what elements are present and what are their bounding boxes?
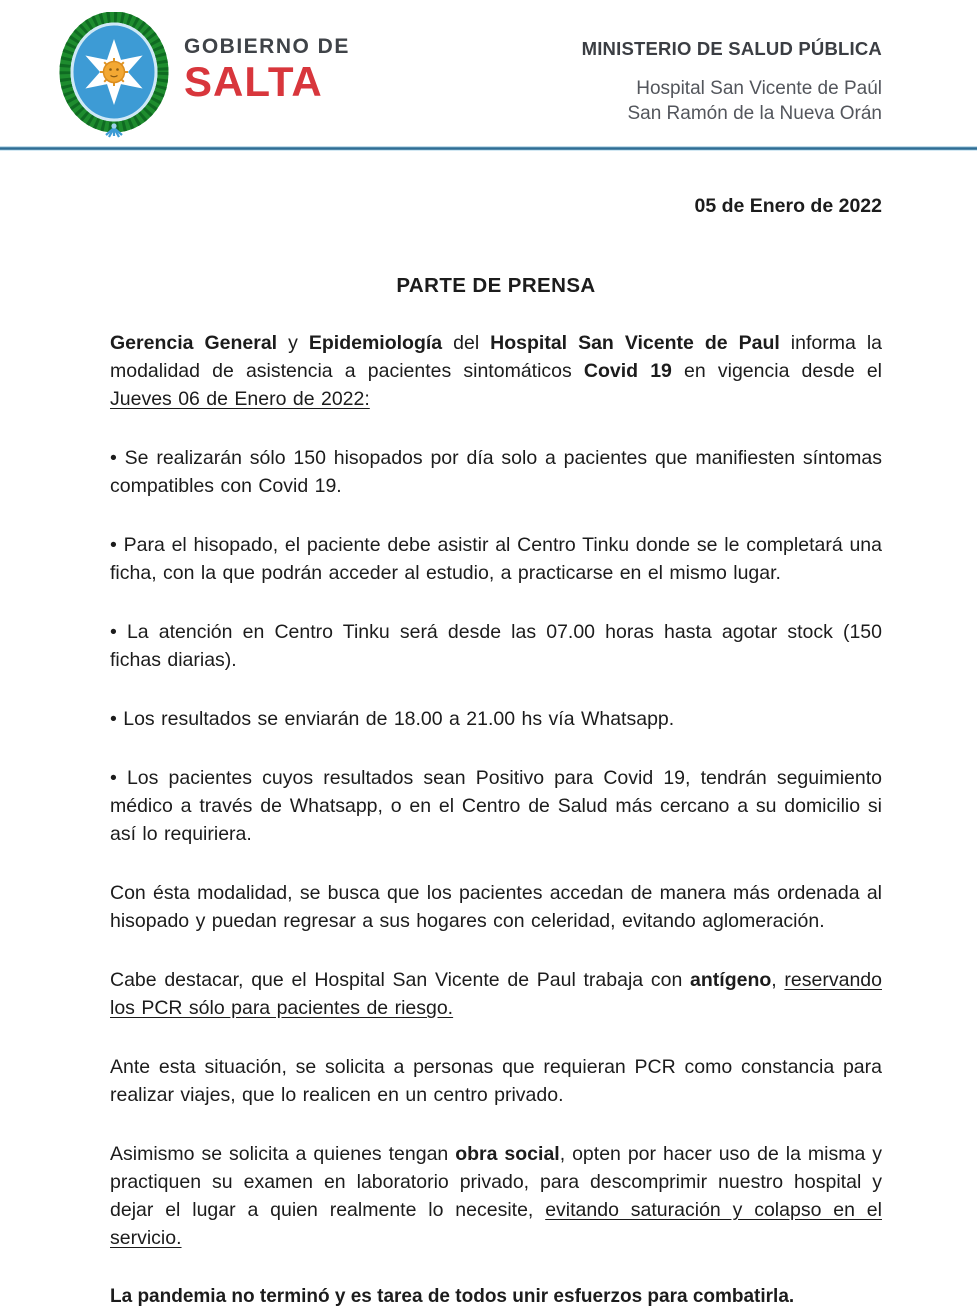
document-body	[0, 195, 977, 1311]
logo-gobierno-de-text: GOBIERNO DE	[184, 35, 350, 58]
document-title: PARTE DE PRENSA	[396, 274, 596, 297]
ministry-title: MINISTERIO DE SALUD PÚBLICA	[581, 38, 882, 59]
salta-coat-of-arms-icon	[58, 12, 170, 140]
paragraph-modalidad: Con ésta modalidad, se busca que los pacientes accedan de manera más ordenada al hisopado y puedan regresar a sus hogares con celeridad, evitando aglomeración.	[110, 882, 882, 932]
hospital-subtitle	[582, 76, 882, 126]
paragraph-bullet-positivos: • Los pacientes cuyos resultados sean Positivo para Covid 19, tendrán seguimiento médico a través de Whatsapp, o en el Centro de Salud más cercano a su domicilio si así lo requiriera.	[110, 767, 882, 845]
paragraph-bullet-resultados: • Los resultados se enviarán de 18.00 a 21.00 hs vía Whatsapp.	[110, 708, 675, 730]
paragraph-bullet-centro-tinku: • Para el hisopado, el paciente debe asistir al Centro Tinku donde se le completará una ficha, con la que podrán acceder al estudio, a practicarse en el mismo lugar.	[110, 534, 882, 584]
paragraph-bullet-atencion: • La atención en Centro Tinku será desde las 07.00 horas hasta agotar stock (150 fichas diarias).	[110, 621, 882, 671]
paragraph-obra-social: Asimismo se solicita a quienes tengan obra social, opten por hacer uso de la misma y practiquen su examen en laboratorio privado, para descomprimir nuestro hospital y dejar el lugar a quien realmente lo necesite, evitando saturación y colapso en el servicio.	[110, 1143, 882, 1249]
paragraph-bullet-hisopados: • Se realizarán sólo 150 hisopados por día solo a pacientes que manifiesten síntomas compatibles con Covid 19.	[110, 447, 882, 497]
document-header	[0, 0, 977, 146]
paragraph-closing: La pandemia no terminó y es tarea de todos unir esfuerzos para combatirla.	[110, 1286, 795, 1307]
document-date: 05 de Enero de 2022	[694, 195, 882, 217]
paragraph-antigeno: Cabe destacar, que el Hospital San Vicente de Paul trabaja con antígeno, reservando los PCR sólo para pacientes de riesgo.	[110, 969, 882, 1019]
hospital-name: Hospital San Vicente de Paúl	[636, 78, 882, 99]
hospital-city: San Ramón de la Nueva Orán	[627, 103, 882, 124]
header-institution-block	[582, 12, 882, 126]
logo-salta-text: SALTA	[184, 58, 323, 105]
paragraph-intro: Gerencia General y Epidemiología del Hospital San Vicente de Paul informa la modalidad de asistencia a pacientes sintomáticos Covid 19 en vigencia desde el Jueves 06 de Enero de 2022:	[110, 332, 882, 410]
gobierno-de-salta-logo	[58, 12, 350, 140]
paragraph-pcr-viajes: Ante esta situación, se solicita a personas que requieran PCR como constancia para realizar viajes, que lo realicen en un centro privado.	[110, 1056, 882, 1106]
header-divider-rule	[0, 146, 977, 151]
logo-wordmark	[184, 35, 350, 117]
